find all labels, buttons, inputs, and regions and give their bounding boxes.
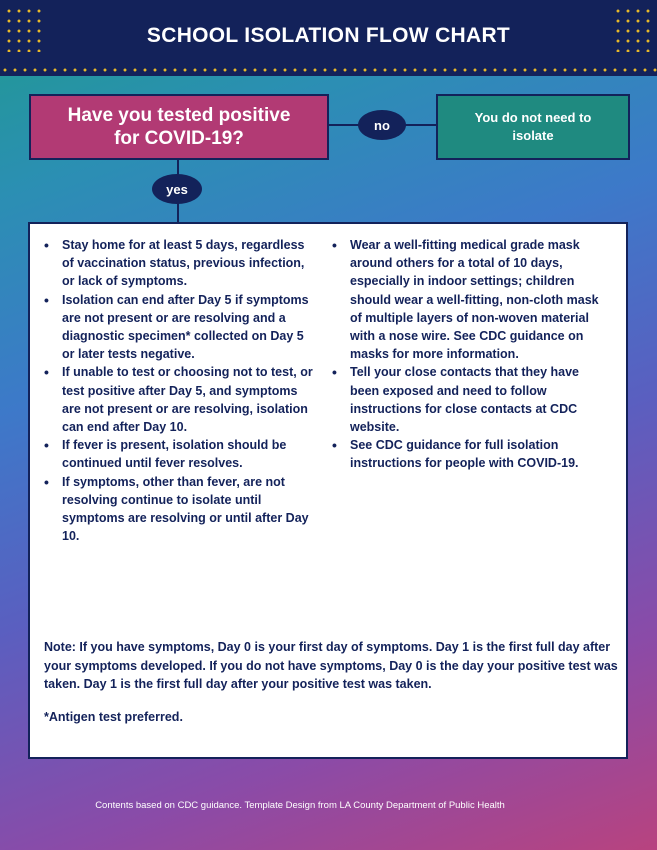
- day-count-note: Note: If you have symptoms, Day 0 is your first day of symptoms. Day 1 is the first full day after your symptoms developed. If you do not have symptoms, Day 0 is the day your positive test was taken. Day 1 is the first full day after your positive test was taken.: [44, 640, 618, 691]
- question-text: Have you tested positive for COVID-19?: [67, 105, 291, 149]
- question-box: [29, 94, 329, 160]
- list-item: • See CDC guidance for full isolation instructions for people with COVID-19.: [332, 436, 602, 472]
- no-result-box: [436, 94, 630, 160]
- yes-label: yes: [166, 181, 188, 197]
- right-bullet-list: [332, 236, 602, 473]
- list-item: • Stay home for at least 5 days, regardless of vaccination status, previous infection, or lack of symptoms.: [44, 236, 316, 291]
- footer-credit: Contents based on CDC guidance. Template Design from LA County Department of Public Health: [95, 800, 505, 811]
- guidance-box: [28, 222, 628, 759]
- left-bullet-list: [44, 236, 316, 545]
- no-label: no: [374, 117, 390, 133]
- list-item: • If unable to test or choosing not to test, or test positive after Day 5, and symptoms are not present or are resolving, isolation can end after Day 10.: [44, 363, 316, 436]
- list-item: • Wear a well-fitting medical grade mask around others for a total of 10 days, especially in indoor settings; children should wear a well-fitting, non-cloth mask of multiple layers of non-woven material with a nose wire. See CDC guidance on masks for more information.: [332, 236, 602, 363]
- list-item: • If fever is present, isolation should be continued until fever resolves.: [44, 436, 316, 472]
- header-dot-border: [0, 68, 657, 72]
- list-item: • Isolation can end after Day 5 if symptoms are not present or are resolving and a diagnostic specimen* collected on Day 5 or later tests negative.: [44, 291, 316, 364]
- antigen-footnote: *Antigen test preferred.: [44, 710, 183, 724]
- no-pill: [358, 110, 406, 140]
- yes-pill: [152, 174, 202, 204]
- list-item: • Tell your close contacts that they have been exposed and need to follow instructions for close contacts at CDC website.: [332, 363, 602, 436]
- list-item: • If symptoms, other than fever, are not resolving continue to isolate until symptoms are resolving or until after Day 10.: [44, 473, 316, 546]
- page-title: SCHOOL ISOLATION FLOW CHART: [146, 24, 511, 47]
- header-banner: [0, 0, 657, 76]
- no-result-text: You do not need to isolate: [474, 110, 592, 143]
